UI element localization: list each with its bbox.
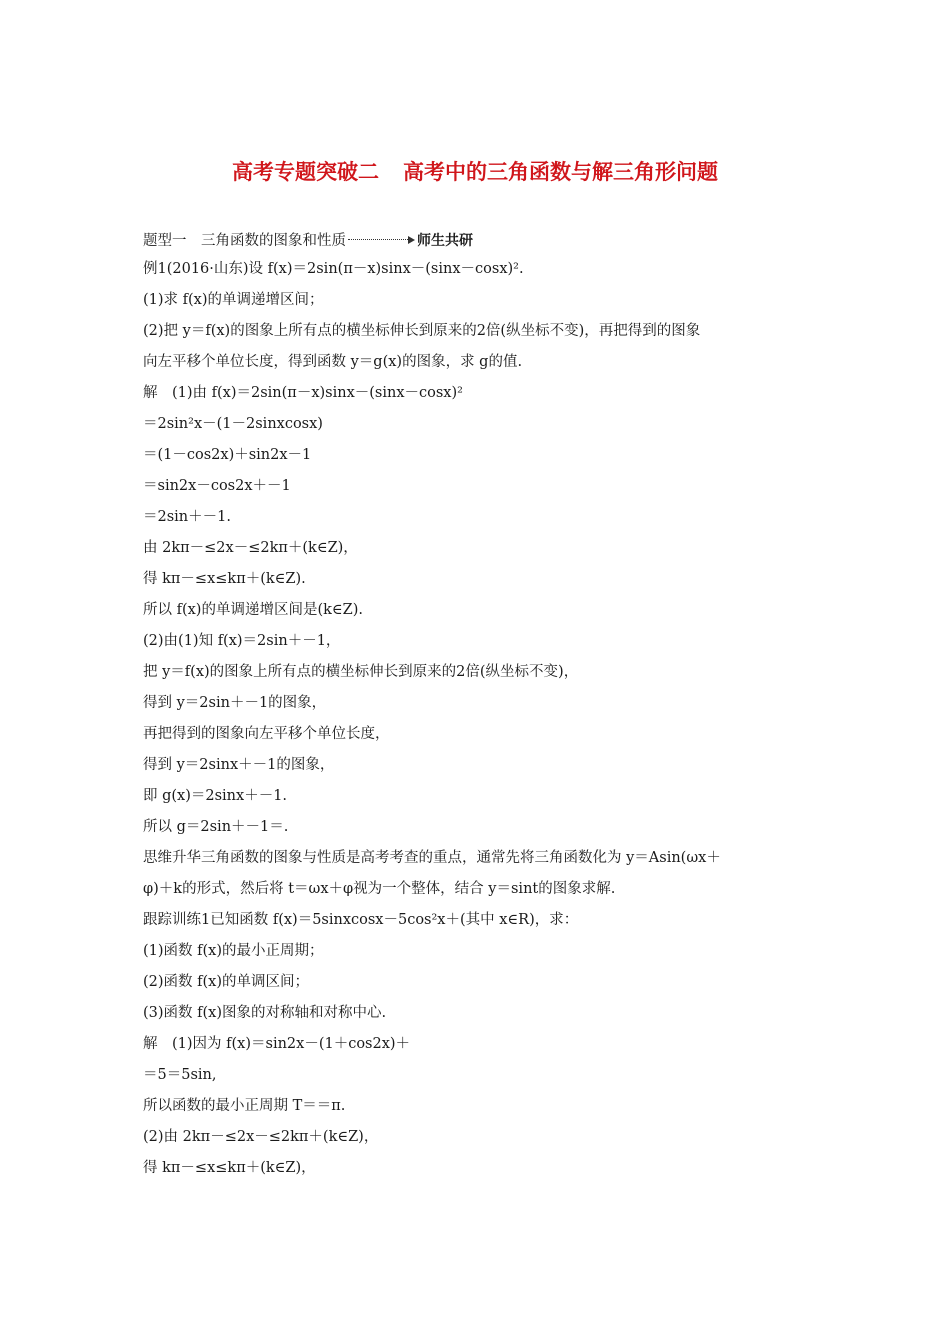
text-line: 解 (1)因为 f(x)＝sin2x－(1＋cos2x)＋ [143, 1036, 411, 1052]
text-line: ＝(1－cos2x)＋sin2x－1 [143, 447, 312, 463]
text-line: 解 (1)由 f(x)＝2sin(π－x)sinx－(sinx－cosx)² [143, 385, 463, 401]
text-line: 例1(2016·山东)设 f(x)＝2sin(π－x)sinx－(sinx－cosx)². [143, 261, 524, 277]
section-tag: 师生共研 [417, 232, 473, 249]
text-line: 所以函数的最小正周期 T＝＝π. [143, 1098, 346, 1114]
text-line: (1)函数 f(x)的最小正周期； [143, 943, 324, 959]
text-line: ＝sin2x－cos2x＋－1 [143, 478, 291, 494]
text-line: 再把得到的图象向左平移个单位长度， [143, 726, 390, 742]
section-label: 题型一 三角函数的图象和性质 [143, 233, 346, 249]
section-header [143, 229, 473, 250]
text-line: (2)由 2kπ－≤2x－≤2kπ＋(k∈Z)， [143, 1129, 379, 1145]
text-line: ＝2sin²x－(1－2sinxcosx) [143, 416, 323, 432]
text-line: 得到 y＝2sin＋－1的图象， [143, 695, 327, 711]
text-line: 向左平移个单位长度，得到函数 y＝g(x)的图象，求 g的值. [143, 354, 523, 370]
text-line: ＝2sin＋－1. [143, 509, 231, 525]
arrow-right-icon [348, 236, 415, 244]
text-line: 由 2kπ－≤2x－≤2kπ＋(k∈Z)， [143, 540, 358, 556]
text-line: 把 y＝f(x)的图象上所有点的横坐标伸长到原来的2倍(纵坐标不变)， [143, 664, 579, 680]
title-part-1: 高考专题突破二 [232, 160, 379, 184]
text-line: (2)把 y＝f(x)的图象上所有点的横坐标伸长到原来的2倍(纵坐标不变)，再把得到的图象 [143, 323, 701, 339]
text-line: 得 kπ－≤x≤kπ＋(k∈Z). [143, 571, 306, 587]
document-body [143, 254, 823, 1184]
text-line: 思维升华三角函数的图象与性质是高考考查的重点，通常先将三角函数化为 y＝Asin(ωx＋ [143, 850, 721, 866]
page-title [0, 156, 950, 186]
text-line: 得 kπ－≤x≤kπ＋(k∈Z)， [143, 1160, 316, 1176]
text-line: (2)函数 f(x)的单调区间； [143, 974, 310, 990]
title-part-2: 高考中的三角函数与解三角形问题 [403, 160, 718, 184]
text-line: (2)由(1)知 f(x)＝2sin＋－1， [143, 633, 341, 649]
text-line: 所以 f(x)的单调递增区间是(k∈Z). [143, 602, 363, 618]
text-line: 跟踪训练1已知函数 f(x)＝5sinxcosx－5cos²x＋(其中 x∈R)，求： [143, 912, 579, 928]
text-line: 得到 y＝2sinx＋－1的图象， [143, 757, 335, 773]
text-line: 所以 g＝2sin＋－1＝. [143, 819, 289, 835]
text-line: (3)函数 f(x)图象的对称轴和对称中心. [143, 1005, 387, 1021]
text-line: (1)求 f(x)的单调递增区间； [143, 292, 324, 308]
text-line: 即 g(x)＝2sinx＋－1. [143, 788, 288, 804]
text-line: ＝5＝5sin, [143, 1067, 217, 1083]
text-line: φ)＋k的形式，然后将 t＝ωx＋φ视为一个整体，结合 y＝sint的图象求解. [143, 881, 616, 897]
